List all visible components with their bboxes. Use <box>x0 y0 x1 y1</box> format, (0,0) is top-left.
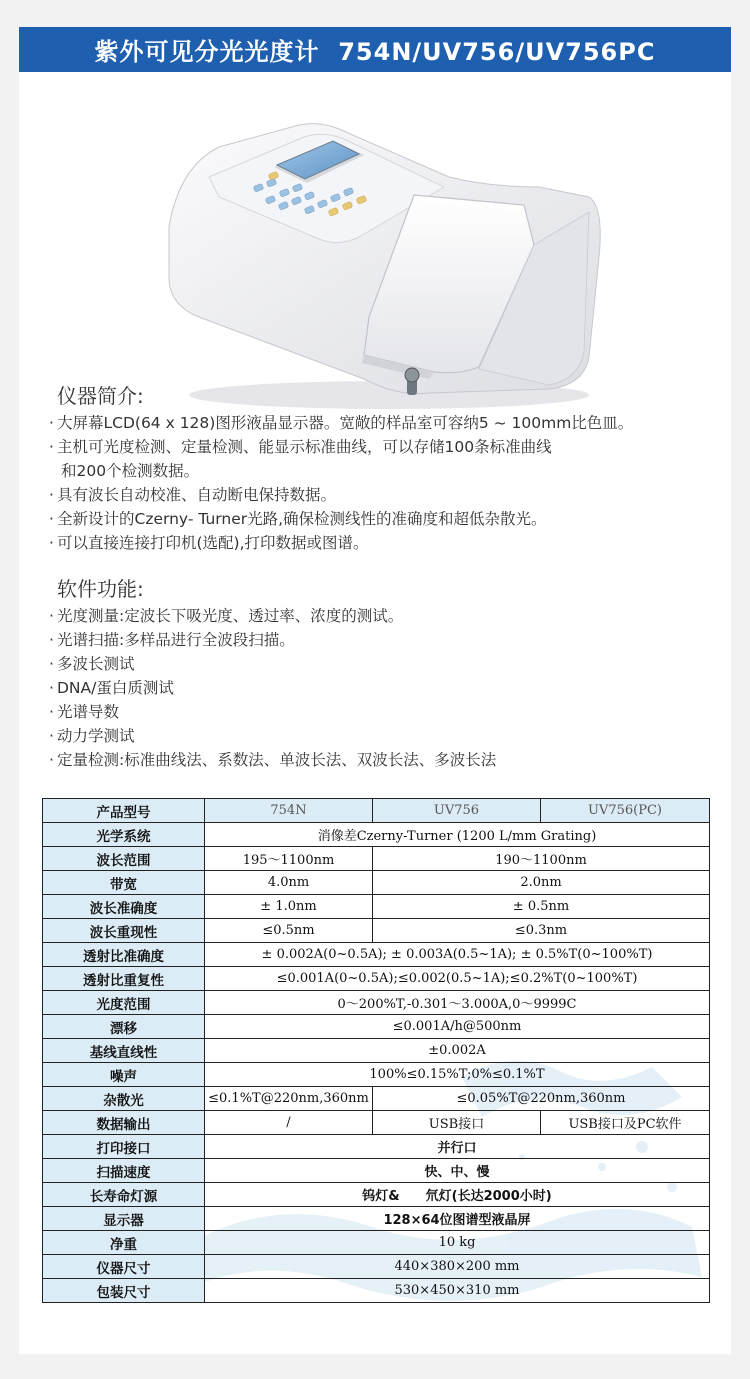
spec-value: ± 0.002A(0~0.5A); ± 0.003A(0.5~1A); ± 0.5%T(0~100%T) <box>205 943 710 967</box>
spec-label: 波长准确度 <box>43 895 205 919</box>
model-uv756pc: UV756(PC) <box>541 799 710 823</box>
spec-label: 数据输出 <box>43 1111 205 1135</box>
spec-value: 530×450×310 mm <box>205 1279 710 1303</box>
spec-value: 快、中、慢 <box>205 1159 710 1183</box>
table-row <box>43 967 710 991</box>
spec-value: 并行口 <box>205 1135 710 1159</box>
spec-value: ≤0.05%T@220nm,360nm <box>373 1087 710 1111</box>
spec-label: 净重 <box>43 1231 205 1255</box>
title-banner <box>19 27 731 72</box>
spec-value: 128×64位图谱型液晶屏 <box>205 1207 710 1231</box>
table-row <box>43 847 710 871</box>
spectrophotometer-image <box>159 117 609 417</box>
product-page <box>19 27 731 1354</box>
spec-value: / <box>205 1111 373 1135</box>
spec-label: 显示器 <box>43 1207 205 1231</box>
intro-line: · 具有波长自动校准、自动断电保持数据。 <box>49 486 337 504</box>
spec-label: 透射比准确度 <box>43 943 205 967</box>
spec-value: ≤0.5nm <box>205 919 373 943</box>
model-uv756: UV756 <box>373 799 541 823</box>
intro-heading: 仪器简介: <box>57 384 144 408</box>
page-title: 紫外可见分光光度计 754N/UV756/UV756PC <box>94 38 656 66</box>
spec-value: 0～200%T,-0.301～3.000A,0～9999C <box>205 991 710 1015</box>
table-row <box>43 919 710 943</box>
spec-value: ≤0.001A/h@500nm <box>205 1015 710 1039</box>
spec-label: 噪声 <box>43 1063 205 1087</box>
intro-line: · 大屏幕LCD(64 x 128)图形液晶显示器。宽敞的样品室可容纳5 ~ 100mm比色皿。 <box>49 414 634 432</box>
software-line: · 光谱导数 <box>49 703 120 721</box>
spec-value: ≤0.3nm <box>373 919 710 943</box>
spec-value: 消像差Czerny-Turner (1200 L/mm Grating) <box>205 823 710 847</box>
spec-label: 基线直线性 <box>43 1039 205 1063</box>
spec-label: 打印接口 <box>43 1135 205 1159</box>
spec-value: ≤0.1%T@220nm,360nm <box>205 1087 373 1111</box>
spec-value: 100%≤0.15%T;0%≤0.1%T <box>205 1063 710 1087</box>
intro-line: 和200个检测数据。 <box>61 462 200 480</box>
spec-value: USB接口 <box>373 1111 541 1135</box>
spec-value: ± 0.5nm <box>373 895 710 919</box>
table-row <box>43 1015 710 1039</box>
spec-label: 波长重现性 <box>43 919 205 943</box>
table-row <box>43 823 710 847</box>
spec-label: 长寿命灯源 <box>43 1183 205 1207</box>
spec-table <box>42 798 710 1303</box>
table-row <box>43 1135 710 1159</box>
table-row <box>43 1111 710 1135</box>
spec-value: 10 kg <box>205 1231 710 1255</box>
spec-label: 光学系统 <box>43 823 205 847</box>
spec-value: 2.0nm <box>373 871 710 895</box>
software-section <box>49 573 729 772</box>
header-label: 产品型号 <box>43 799 205 823</box>
software-line: · 动力学测试 <box>49 727 135 745</box>
spec-label: 杂散光 <box>43 1087 205 1111</box>
table-row <box>43 1231 710 1255</box>
intro-line: · 可以直接连接打印机(选配),打印数据或图谱。 <box>49 534 369 552</box>
table-header-row <box>43 799 710 823</box>
table-row <box>43 943 710 967</box>
spec-value: 195～1100nm <box>205 847 373 871</box>
table-row <box>43 1279 710 1303</box>
spec-value: ± 1.0nm <box>205 895 373 919</box>
spec-value: ≤0.001A(0~0.5A);≤0.002(0.5~1A);≤0.2%T(0~100%T) <box>205 967 710 991</box>
table-row <box>43 895 710 919</box>
spec-value: ±0.002A <box>205 1039 710 1063</box>
spec-label: 光度范围 <box>43 991 205 1015</box>
spec-value: 190～1100nm <box>373 847 710 871</box>
software-line: · DNA/蛋白质测试 <box>49 679 174 697</box>
table-row <box>43 1087 710 1111</box>
spec-value: 钨灯& 氘灯(长达2000小时) <box>205 1183 710 1207</box>
software-line: · 光谱扫描:多样品进行全波段扫描。 <box>49 631 295 649</box>
spec-label: 包装尺寸 <box>43 1279 205 1303</box>
spec-label: 波长范围 <box>43 847 205 871</box>
spec-value: 4.0nm <box>205 871 373 895</box>
table-row <box>43 1183 710 1207</box>
table-row <box>43 871 710 895</box>
table-row <box>43 1255 710 1279</box>
software-line: · 多波长测试 <box>49 655 135 673</box>
software-heading: 软件功能: <box>57 577 144 601</box>
spec-value: 440×380×200 mm <box>205 1255 710 1279</box>
spec-label: 透射比重复性 <box>43 967 205 991</box>
spec-label: 带宽 <box>43 871 205 895</box>
spec-label: 扫描速度 <box>43 1159 205 1183</box>
table-row <box>43 1039 710 1063</box>
intro-section <box>49 380 729 555</box>
table-row <box>43 1159 710 1183</box>
spec-label: 仪器尺寸 <box>43 1255 205 1279</box>
table-row <box>43 1063 710 1087</box>
spec-value: USB接口及PC软件 <box>541 1111 710 1135</box>
intro-line: · 主机可光度检测、定量检测、能显示标准曲线，可以存储100条标准曲线 <box>49 438 552 456</box>
table-row <box>43 1207 710 1231</box>
table-row <box>43 991 710 1015</box>
model-754n: 754N <box>205 799 373 823</box>
spec-label: 漂移 <box>43 1015 205 1039</box>
software-line: · 光度测量:定波长下吸光度、透过率、浓度的测试。 <box>49 607 404 625</box>
intro-line: · 全新设计的Czerny- Turner光路,确保检测线性的准确度和超低杂散光。 <box>49 510 547 528</box>
software-line: · 定量检测:标准曲线法、系数法、单波长法、双波长法、多波长法 <box>49 751 497 769</box>
